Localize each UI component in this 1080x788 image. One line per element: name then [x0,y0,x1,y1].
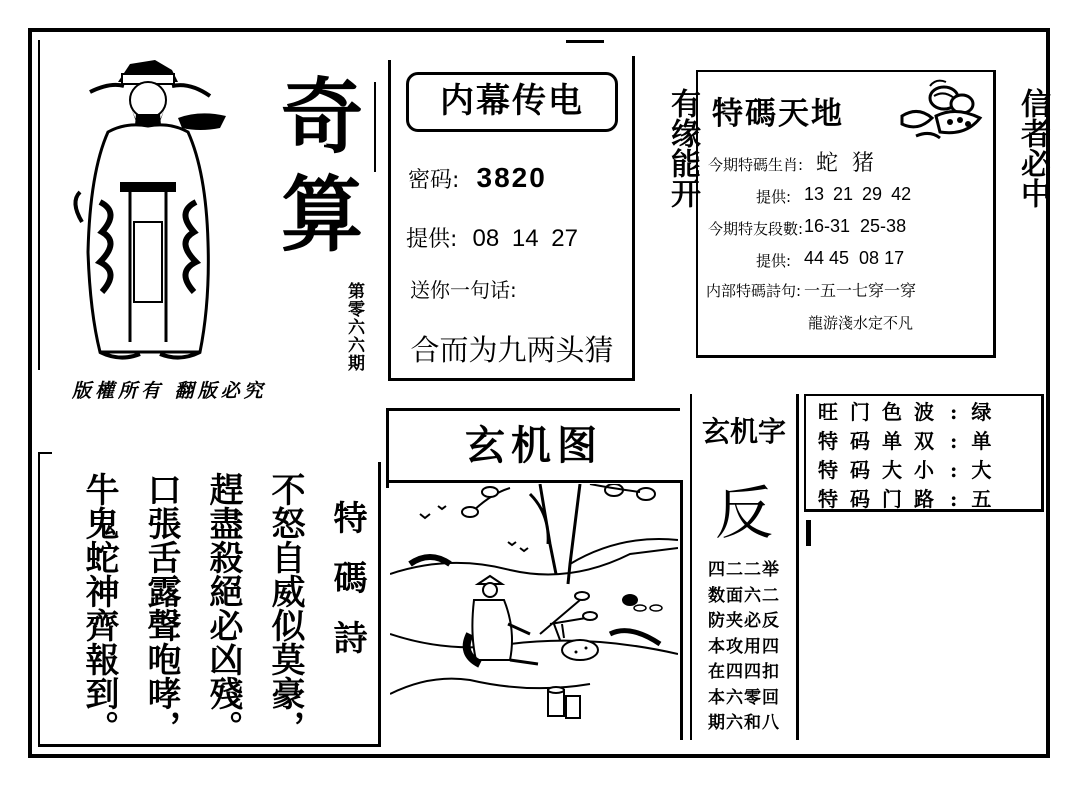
attribute-value: 大 [971,458,992,482]
password-value: 3820 [476,162,547,193]
poem-column-3: 口張舌露聲咆哮， [141,472,181,744]
xjz-line: 在四四扣 [708,662,780,682]
xjz-line: 数面六二 [708,585,780,606]
provide2-label: 提供: [756,252,792,270]
section-label: 今期特友段數: [708,220,804,238]
attribute-value: 绿 [971,400,992,424]
attribute-value: 单 [971,429,992,453]
xjz-line: 期六和八 [708,713,780,733]
issue-number: 第零六六期 [344,282,364,372]
tema-title: 特碼天地 [712,96,844,132]
xjz-left-rule [690,394,692,740]
attributes-list [818,398,991,514]
attribute-row: 特码单双 : 单 [818,429,992,453]
section-value: 16-31 25-38 [804,216,907,236]
main-title [272,69,372,263]
provide1-value: 13 21 29 42 [804,184,912,204]
xuanjizi-char: 反 [714,479,773,547]
neimu-left-rule [388,60,391,380]
title-char-2: 算 [280,167,363,263]
neimu-title: 内幕传电 [406,72,618,132]
xjz-right-rule [796,394,799,740]
poem-bottom-rule [38,744,381,747]
attribute-label: 特码大小 [818,458,946,482]
attr-mark [806,520,811,546]
attribute-value: 五 [971,487,992,511]
xjt-left-rule [386,408,389,488]
attribute-row: 旺门色波 : 绿 [818,400,992,424]
poem-top-left [38,452,52,454]
side-slogan-left-text: 有缘能开 [665,88,700,208]
tema-poem-line1: 一五一七穿一穿 [804,281,917,300]
password-label: 密码: [408,168,460,193]
provide-value: 08 14 27 [472,225,578,252]
provide-label: 提供: [406,227,458,252]
side-slogan-right-text: 信者必中 [1015,88,1050,208]
poem-right-rule [378,462,381,744]
attribute-row: 特码门路 : 五 [818,487,992,511]
xjt-top-rule [388,408,680,411]
copyright-notice: 版權所有 翻版必究 [72,380,267,402]
grape-ornament-icon [896,76,988,148]
saying-text: 合而为九两头猜 [410,333,614,367]
xjz-line: 本攻用四 [708,636,780,657]
saying-label: 送你一句话: [410,278,517,302]
attribute-label: 旺门色波 [818,400,946,424]
poem-column-4: 牛鬼蛇神齊報到。 [79,472,119,744]
side-slogan-left [650,88,700,231]
neimu-bottom-rule [388,378,635,381]
xuanjizi-title: 玄机字 [701,415,786,448]
password-row [408,162,547,194]
poem-column-1: 不怒自威似莫豪， [265,472,305,744]
attribute-label: 特码单双 [818,429,946,453]
zodiac-value: 蛇 猪 [816,151,874,176]
provide-row [406,222,578,253]
title-char-1: 奇 [280,69,363,165]
side-slogan-right [1000,88,1050,231]
attribute-label: 特码门路 [818,487,946,511]
tema-poem-label: 内部特碼詩句: [706,282,802,300]
xuanjitu-title: 玄机图 [465,422,603,469]
poem-title-text: 特碼詩 [327,500,367,680]
zodiac-label: 今期特碼生肖: [708,156,804,174]
provide1-label: 提供: [756,188,792,206]
tema-poem-line2: 龍游淺水定不凡 [808,314,914,332]
poem-left-rule [38,452,40,744]
top-mark [566,40,604,43]
provide2-value: 44 45 08 17 [804,248,905,268]
xjz-line: 四二二举 [708,560,780,580]
xuanjizi-lines [694,558,794,737]
deity-figure [60,52,240,372]
xjt-mid-rule [388,480,680,483]
attribute-row: 特码大小 : 大 [818,458,992,482]
xjt-right-rule [680,480,683,740]
poem-column-2: 趕盡殺絕必凶殘。 [203,472,243,744]
title-rule [374,82,376,172]
neimu-right-rule [632,56,635,378]
xjz-line: 防夹必反 [708,611,780,631]
left-rule [38,40,40,370]
landscape-scene [390,484,678,740]
poem-title [328,500,366,680]
xjz-line: 本六零回 [708,687,780,708]
